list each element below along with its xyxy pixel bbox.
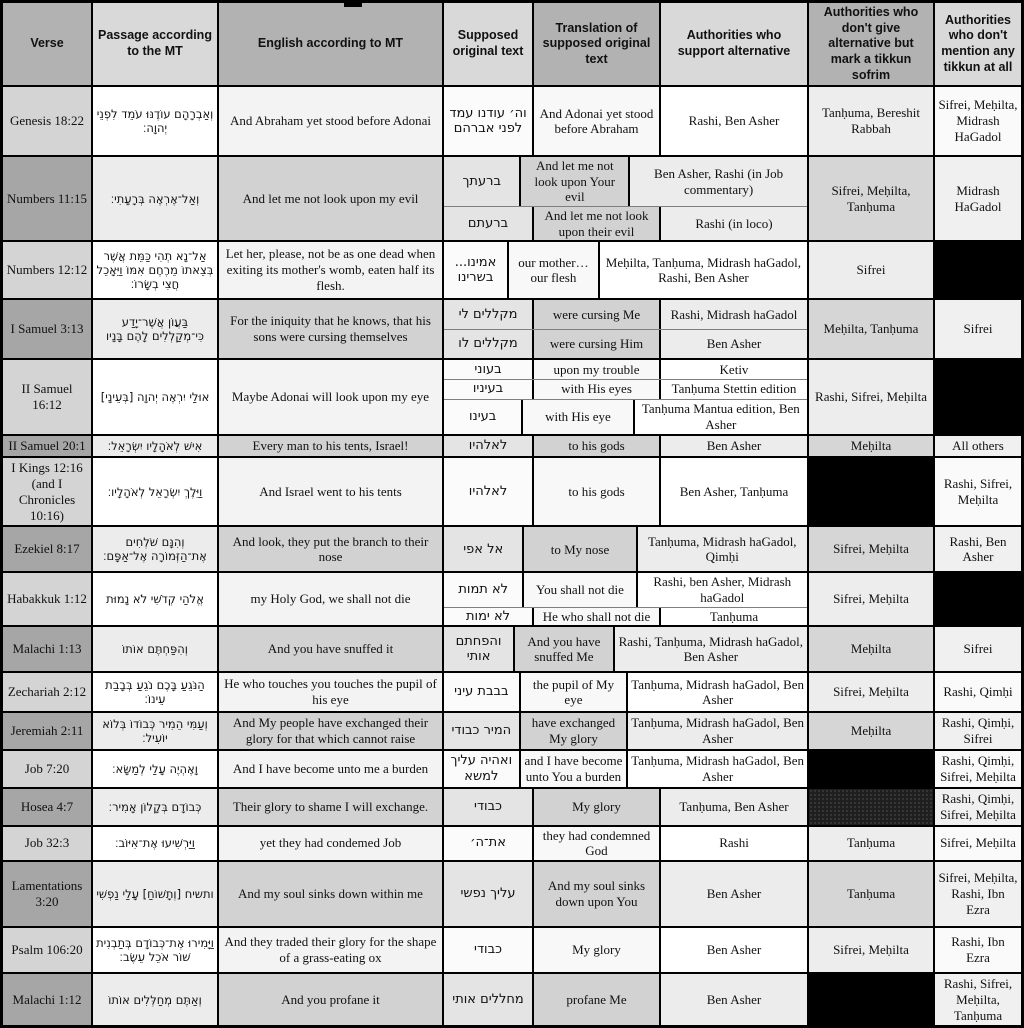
supposed-original-cell: בעיניו [444, 380, 534, 399]
verse-cell: Ezekiel 8:17 [3, 527, 93, 571]
verse-cell: Habakkuk 1:12 [3, 573, 93, 625]
authorities-no-mention-cell: Sifrei, Meḥilta [935, 827, 1021, 860]
mt-passage-cell: וְאַבְרָהָם עוֹדֶנּוּ עֹמֵד לִפְנֵי יְהוָה׃ [93, 87, 219, 155]
supposed-original-cell: מחללים אותי [444, 974, 534, 1026]
english-mt-cell: For the iniquity that he knows, that his sons were cursing themselves [219, 300, 444, 358]
scan-artifact [344, 0, 362, 7]
authorities-tikkun-cell: Sifrei, Meḥilta [809, 527, 935, 571]
english-mt-cell: And they traded their glory for the shape of a grass-eating ox [219, 928, 444, 972]
authorities-no-mention-cell: Rashi, Sifrei, Meḥilta, Tanḥuma [935, 974, 1021, 1026]
mt-passage-cell: וָאֶהְיֶה עָלַי לְמַשָּׂא׃ [93, 751, 219, 787]
authorities-tikkun-cell [809, 751, 935, 787]
variants-group [444, 751, 809, 787]
english-mt-cell: He who touches you touches the pupil of his eye [219, 673, 444, 711]
authorities-tikkun-cell: Meḥilta [809, 713, 935, 749]
supposed-original-cell: מקללים לו [444, 330, 534, 359]
english-mt-cell: And Israel went to his tents [219, 458, 444, 525]
header-authorities-none: Authorities who don't mention any tikkun at all [935, 3, 1021, 85]
authorities-tikkun-cell: Meḥilta [809, 627, 935, 671]
variant-subrow [444, 379, 807, 399]
authorities-tikkun-cell: Rashi, Sifrei, Meḥilta [809, 360, 935, 434]
authorities-no-mention-cell [935, 242, 1021, 298]
authorities-no-mention-cell: Sifrei, Meḥilta, Midrash HaGadol [935, 87, 1021, 155]
supposed-original-cell: לא תמות [444, 573, 524, 606]
supposed-original-cell: אל אפי [444, 527, 524, 571]
mt-passage-cell: הַנֹּגֵעַ בָּכֶם נֹגֵעַ בְּבָבַת עֵינוֹ׃ [93, 673, 219, 711]
authorities-no-mention-cell: Midrash HaGadol [935, 157, 1021, 240]
supposed-original-cell: כבודי [444, 789, 534, 825]
header-english-mt: English according to MT [219, 3, 444, 85]
authorities-support-cell: Ben Asher, Rashi (in Job commentary) [630, 157, 807, 206]
variants-group [444, 300, 809, 358]
variant-subrow [444, 974, 807, 1026]
translation-cell: He who shall not die [534, 608, 661, 626]
authorities-no-mention-cell: All others [935, 436, 1021, 456]
authorities-no-mention-cell: Rashi, Ben Asher [935, 527, 1021, 571]
table-body [3, 85, 1021, 1025]
mt-passage-cell: וְאַל־אֶרְאֶה בְּרָעָתִי׃ [93, 157, 219, 240]
english-mt-cell: And My people have exchanged their glory for that which cannot raise [219, 713, 444, 749]
translation-cell: And Adonai yet stood before Abraham [534, 87, 661, 155]
variants-group [444, 360, 809, 434]
mt-passage-cell: וְהִפַּחְתֶּם אוֹתוֹ [93, 627, 219, 671]
variant-subrow [444, 673, 807, 711]
supposed-original-cell: ברעתם [444, 207, 534, 240]
table-row [3, 787, 1021, 825]
authorities-no-mention-cell: Sifrei [935, 300, 1021, 358]
supposed-original-cell: בעינו [444, 400, 523, 434]
mt-passage-cell: כְּבוֹדָם בְּקָלוֹן אָמִיר׃ [93, 789, 219, 825]
authorities-support-cell: Tanḥuma [661, 608, 807, 626]
table-row [3, 860, 1021, 926]
variants-group [444, 627, 809, 671]
translation-cell: the pupil of My eye [521, 673, 629, 711]
authorities-support-cell: Ben Asher [661, 974, 807, 1026]
english-mt-cell: And you have snuffed it [219, 627, 444, 671]
supposed-original-cell: ברעתך [444, 157, 521, 206]
table-row [3, 671, 1021, 711]
authorities-support-cell: Rashi (in loco) [661, 207, 807, 240]
verse-cell: Jeremiah 2:11 [3, 713, 93, 749]
supposed-original-cell: לא ימות [444, 608, 534, 626]
supposed-original-cell: לאלהיו [444, 458, 534, 525]
variant-subrow [444, 751, 807, 787]
authorities-no-mention-cell: Rashi, Qimḥi [935, 673, 1021, 711]
authorities-no-mention-cell [935, 573, 1021, 625]
verse-cell: II Samuel 16:12 [3, 360, 93, 434]
variant-subrow [444, 607, 807, 626]
authorities-no-mention-cell: Rashi, Qimḥi, Sifrei, Meḥilta [935, 789, 1021, 825]
variants-group [444, 573, 809, 625]
translation-cell: My glory [534, 789, 661, 825]
translation-cell: And let me not look upon Your evil [521, 157, 630, 206]
verse-cell: Zechariah 2:12 [3, 673, 93, 711]
authorities-tikkun-cell [809, 458, 935, 525]
translation-cell: profane Me [534, 974, 661, 1026]
english-mt-cell: And I have become unto me a burden [219, 751, 444, 787]
authorities-support-cell: Meḥilta, Tanḥuma, Midrash haGadol, Rashi, Ben Asher [600, 242, 807, 298]
table-row [3, 625, 1021, 671]
header-translation-supposed: Translation of supposed original text [534, 3, 661, 85]
variant-subrow [444, 329, 807, 359]
english-mt-cell: Every man to his tents, Israel! [219, 436, 444, 456]
authorities-no-mention-cell: Sifrei [935, 627, 1021, 671]
authorities-support-cell: Ben Asher [661, 330, 807, 359]
translation-cell: our mother… our flesh [509, 242, 600, 298]
translation-cell: with His eye [523, 400, 634, 434]
authorities-support-cell: Rashi, ben Asher, Midrash haGadol [638, 573, 807, 606]
authorities-tikkun-cell [809, 974, 935, 1026]
authorities-support-cell: Tanḥuma, Midrash haGadol, Ben Asher [628, 751, 807, 787]
verse-cell: Malachi 1:13 [3, 627, 93, 671]
authorities-tikkun-cell: Meḥilta, Tanḥuma [809, 300, 935, 358]
translation-cell: to My nose [524, 527, 637, 571]
translation-cell: and I have become unto You a burden [521, 751, 629, 787]
authorities-support-cell: Tanḥuma, Midrash haGadol, Qimḥi [638, 527, 807, 571]
variant-subrow [444, 300, 807, 329]
supposed-original-cell: לאלהיו [444, 436, 534, 456]
translation-cell: My glory [534, 928, 661, 972]
table-row [3, 525, 1021, 571]
english-mt-cell: Maybe Adonai will look upon my eye [219, 360, 444, 434]
supposed-original-cell: מקללים לי [444, 300, 534, 329]
authorities-tikkun-cell: Meḥilta [809, 436, 935, 456]
table-header-row [3, 3, 1021, 85]
translation-cell: were cursing Him [534, 330, 661, 359]
variant-subrow [444, 206, 807, 240]
mt-passage-cell: וְעַמִּי הֵמִיר כְּבוֹדוֹ בְּלוֹא יוֹעִיל׃ [93, 713, 219, 749]
verse-cell: Hosea 4:7 [3, 789, 93, 825]
header-authorities-support: Authorities who support alternative [661, 3, 809, 85]
header-verse: Verse [3, 3, 93, 85]
table-row [3, 972, 1021, 1026]
mt-passage-cell: אוּלַי יִרְאֶה יְהוָה [בְּעֵינָי] [93, 360, 219, 434]
mt-passage-cell: אִישׁ לְאֹהָלָיו יִשְׂרָאֵל׃ [93, 436, 219, 456]
authorities-tikkun-cell: Sifrei, Meḥilta [809, 928, 935, 972]
mt-passage-cell: בַּעֲוֹן אֲשֶׁר־יָדַע כִּי־מְקַלְלִים לָהֶם בָּנָיו [93, 300, 219, 358]
supposed-original-cell: בבבת עיני [444, 673, 521, 711]
variants-group [444, 974, 809, 1026]
table-row [3, 456, 1021, 525]
mt-passage-cell: וְאַתֶּם מְחַלְּלִים אוֹתוֹ [93, 974, 219, 1026]
authorities-support-cell: Rashi [661, 827, 807, 860]
table-row [3, 298, 1021, 358]
english-mt-cell: Their glory to shame I will exchange. [219, 789, 444, 825]
english-mt-cell: And look, they put the branch to their nose [219, 527, 444, 571]
authorities-support-cell: Rashi, Midrash haGadol [661, 300, 807, 329]
authorities-tikkun-cell: Sifrei, Meḥilta, Tanḥuma [809, 157, 935, 240]
variant-subrow [444, 713, 807, 749]
authorities-support-cell: Tanḥuma, Ben Asher [661, 789, 807, 825]
supposed-original-cell: והפחתם אותי [444, 627, 515, 671]
authorities-support-cell: Ben Asher [661, 436, 807, 456]
variant-subrow [444, 360, 807, 379]
mt-passage-cell: וַיֵּלֶךְ יִשְׂרָאֵל לְאֹהָלָיו׃ [93, 458, 219, 525]
translation-cell: have exchanged My glory [521, 713, 629, 749]
verse-cell: Job 7:20 [3, 751, 93, 787]
authorities-no-mention-cell [935, 360, 1021, 434]
verse-cell: I Kings 12:16 (and I Chronicles 10:16) [3, 458, 93, 525]
mt-passage-cell: אַל־נָא תְהִי כַּמֵּת אֲשֶׁר בְּצֵאתוֹ מֵרֶחֶם אִמּוֹ וַיֵּאָכֵל חֲצִי בְשָׂרוֹ׃ [93, 242, 219, 298]
supposed-original-cell: בעוני [444, 360, 534, 379]
authorities-tikkun-cell: Tanḥuma [809, 827, 935, 860]
authorities-support-cell: Ben Asher, Tanḥuma [661, 458, 807, 525]
variants-group [444, 673, 809, 711]
mt-passage-cell: וַיָּמִירוּ אֶת־כְּבוֹדָם בְּתַבְנִית שׁוֹר אֹכֵל עֵשֶׂב׃ [93, 928, 219, 972]
translation-cell: upon my trouble [534, 360, 661, 379]
translation-cell: they had condemned God [534, 827, 661, 860]
variant-subrow [444, 87, 807, 155]
authorities-no-mention-cell: Rashi, Qimḥi, Sifrei, Meḥilta [935, 751, 1021, 787]
authorities-support-cell: Ben Asher [661, 862, 807, 926]
verse-cell: Psalm 106:20 [3, 928, 93, 972]
authorities-tikkun-cell: Tanḥuma, Bereshit Rabbah [809, 87, 935, 155]
authorities-tikkun-cell: Sifrei, Meḥilta [809, 673, 935, 711]
header-authorities-tikkun: Authorities who don't give alternative but mark a tikkun sofrim [809, 3, 935, 85]
verse-cell: I Samuel 3:13 [3, 300, 93, 358]
translation-cell: to his gods [534, 458, 661, 525]
english-mt-cell: yet they had condemed Job [219, 827, 444, 860]
table-row [3, 358, 1021, 434]
verse-cell: Lamentations 3:20 [3, 862, 93, 926]
variant-subrow [444, 242, 807, 298]
authorities-tikkun-cell: Sifrei, Meḥilta [809, 573, 935, 625]
table-row [3, 926, 1021, 972]
verse-cell: II Samuel 20:1 [3, 436, 93, 456]
variant-subrow [444, 436, 807, 456]
english-mt-cell: And let me not look upon my evil [219, 157, 444, 240]
translation-cell: You shall not die [524, 573, 637, 606]
verse-cell: Numbers 11:15 [3, 157, 93, 240]
variants-group [444, 827, 809, 860]
variants-group [444, 157, 809, 240]
table-row [3, 85, 1021, 155]
authorities-tikkun-cell [809, 789, 935, 825]
variant-subrow [444, 573, 807, 606]
table-row [3, 155, 1021, 240]
variant-subrow [444, 458, 807, 525]
supposed-original-cell: המיר כבודי [444, 713, 521, 749]
authorities-no-mention-cell: Rashi, Ibn Ezra [935, 928, 1021, 972]
variants-group [444, 862, 809, 926]
verse-cell: Job 32:3 [3, 827, 93, 860]
variant-subrow [444, 928, 807, 972]
variants-group [444, 436, 809, 456]
translation-cell: And let me not look upon their evil [534, 207, 661, 240]
authorities-no-mention-cell: Rashi, Qimḥi, Sifrei [935, 713, 1021, 749]
supposed-original-cell: ואהיה עליך למשא [444, 751, 521, 787]
english-mt-cell: my Holy God, we shall not die [219, 573, 444, 625]
variant-subrow [444, 789, 807, 825]
variants-group [444, 87, 809, 155]
variants-group [444, 789, 809, 825]
table-row [3, 711, 1021, 749]
variant-subrow [444, 827, 807, 860]
variants-group [444, 458, 809, 525]
authorities-support-cell: Ben Asher [661, 928, 807, 972]
supposed-original-cell: אמינו... בשרינו [444, 242, 509, 298]
authorities-support-cell: Tanḥuma, Midrash haGadol, Ben Asher [628, 673, 807, 711]
variant-subrow [444, 862, 807, 926]
header-passage-mt: Passage according to the MT [93, 3, 219, 85]
variant-subrow [444, 157, 807, 206]
translation-cell: And you have snuffed Me [515, 627, 615, 671]
mt-passage-cell: וַיַּרְשִׁיעוּ אֶת־אִיּוֹב׃ [93, 827, 219, 860]
variants-group [444, 527, 809, 571]
mt-passage-cell: ותשיח [וְתָשׁוֹחַ] עָלַי נַפְשִׁי [93, 862, 219, 926]
header-supposed-original: Supposed original text [444, 3, 534, 85]
authorities-support-cell: Tanḥuma Mantua edition, Ben Asher [635, 400, 807, 434]
english-mt-cell: And Abraham yet stood before Adonai [219, 87, 444, 155]
verse-cell: Numbers 12:12 [3, 242, 93, 298]
translation-cell: with His eyes [534, 380, 661, 399]
english-mt-cell: And you profane it [219, 974, 444, 1026]
variant-subrow [444, 399, 807, 434]
verse-cell: Malachi 1:12 [3, 974, 93, 1026]
supposed-original-cell: עליך נפשי [444, 862, 534, 926]
authorities-support-cell: Tanḥuma Stettin edition [661, 380, 807, 399]
table-row [3, 240, 1021, 298]
table-row [3, 825, 1021, 860]
translation-cell: And my soul sinks down upon You [534, 862, 661, 926]
table-row [3, 571, 1021, 625]
variants-group [444, 928, 809, 972]
english-mt-cell: And my soul sinks down within me [219, 862, 444, 926]
variants-group [444, 713, 809, 749]
verse-cell: Genesis 18:22 [3, 87, 93, 155]
authorities-support-cell: Ketiv [661, 360, 807, 379]
authorities-no-mention-cell: Sifrei, Meḥilta, Rashi, Ibn Ezra [935, 862, 1021, 926]
supposed-original-cell: וה׳ עודנו עמד לפני אברהם [444, 87, 534, 155]
english-mt-cell: Let her, please, not be as one dead when exiting its mother's womb, eaten half its flesh. [219, 242, 444, 298]
variants-group [444, 242, 809, 298]
authorities-no-mention-cell: Rashi, Sifrei, Meḥilta [935, 458, 1021, 525]
translation-cell: to his gods [534, 436, 661, 456]
variant-subrow [444, 627, 807, 671]
supposed-original-cell: את־ה׳ [444, 827, 534, 860]
mt-passage-cell: אֱלֹהַי קְדֹשִׁי לֹא נָמוּת [93, 573, 219, 625]
mt-passage-cell: וְהִנָּם שֹׁלְחִים אֶת־הַזְּמוֹרָה אֶל־אַפָּם׃ [93, 527, 219, 571]
authorities-tikkun-cell: Sifrei [809, 242, 935, 298]
table-row [3, 434, 1021, 456]
supposed-original-cell: כבודי [444, 928, 534, 972]
translation-cell: were cursing Me [534, 300, 661, 329]
authorities-support-cell: Rashi, Ben Asher [661, 87, 807, 155]
authorities-support-cell: Tanḥuma, Midrash haGadol, Ben Asher [628, 713, 807, 749]
table-row [3, 749, 1021, 787]
authorities-support-cell: Rashi, Tanḥuma, Midrash haGadol, Ben Asher [615, 627, 807, 671]
variant-subrow [444, 527, 807, 571]
authorities-tikkun-cell: Tanḥuma [809, 862, 935, 926]
